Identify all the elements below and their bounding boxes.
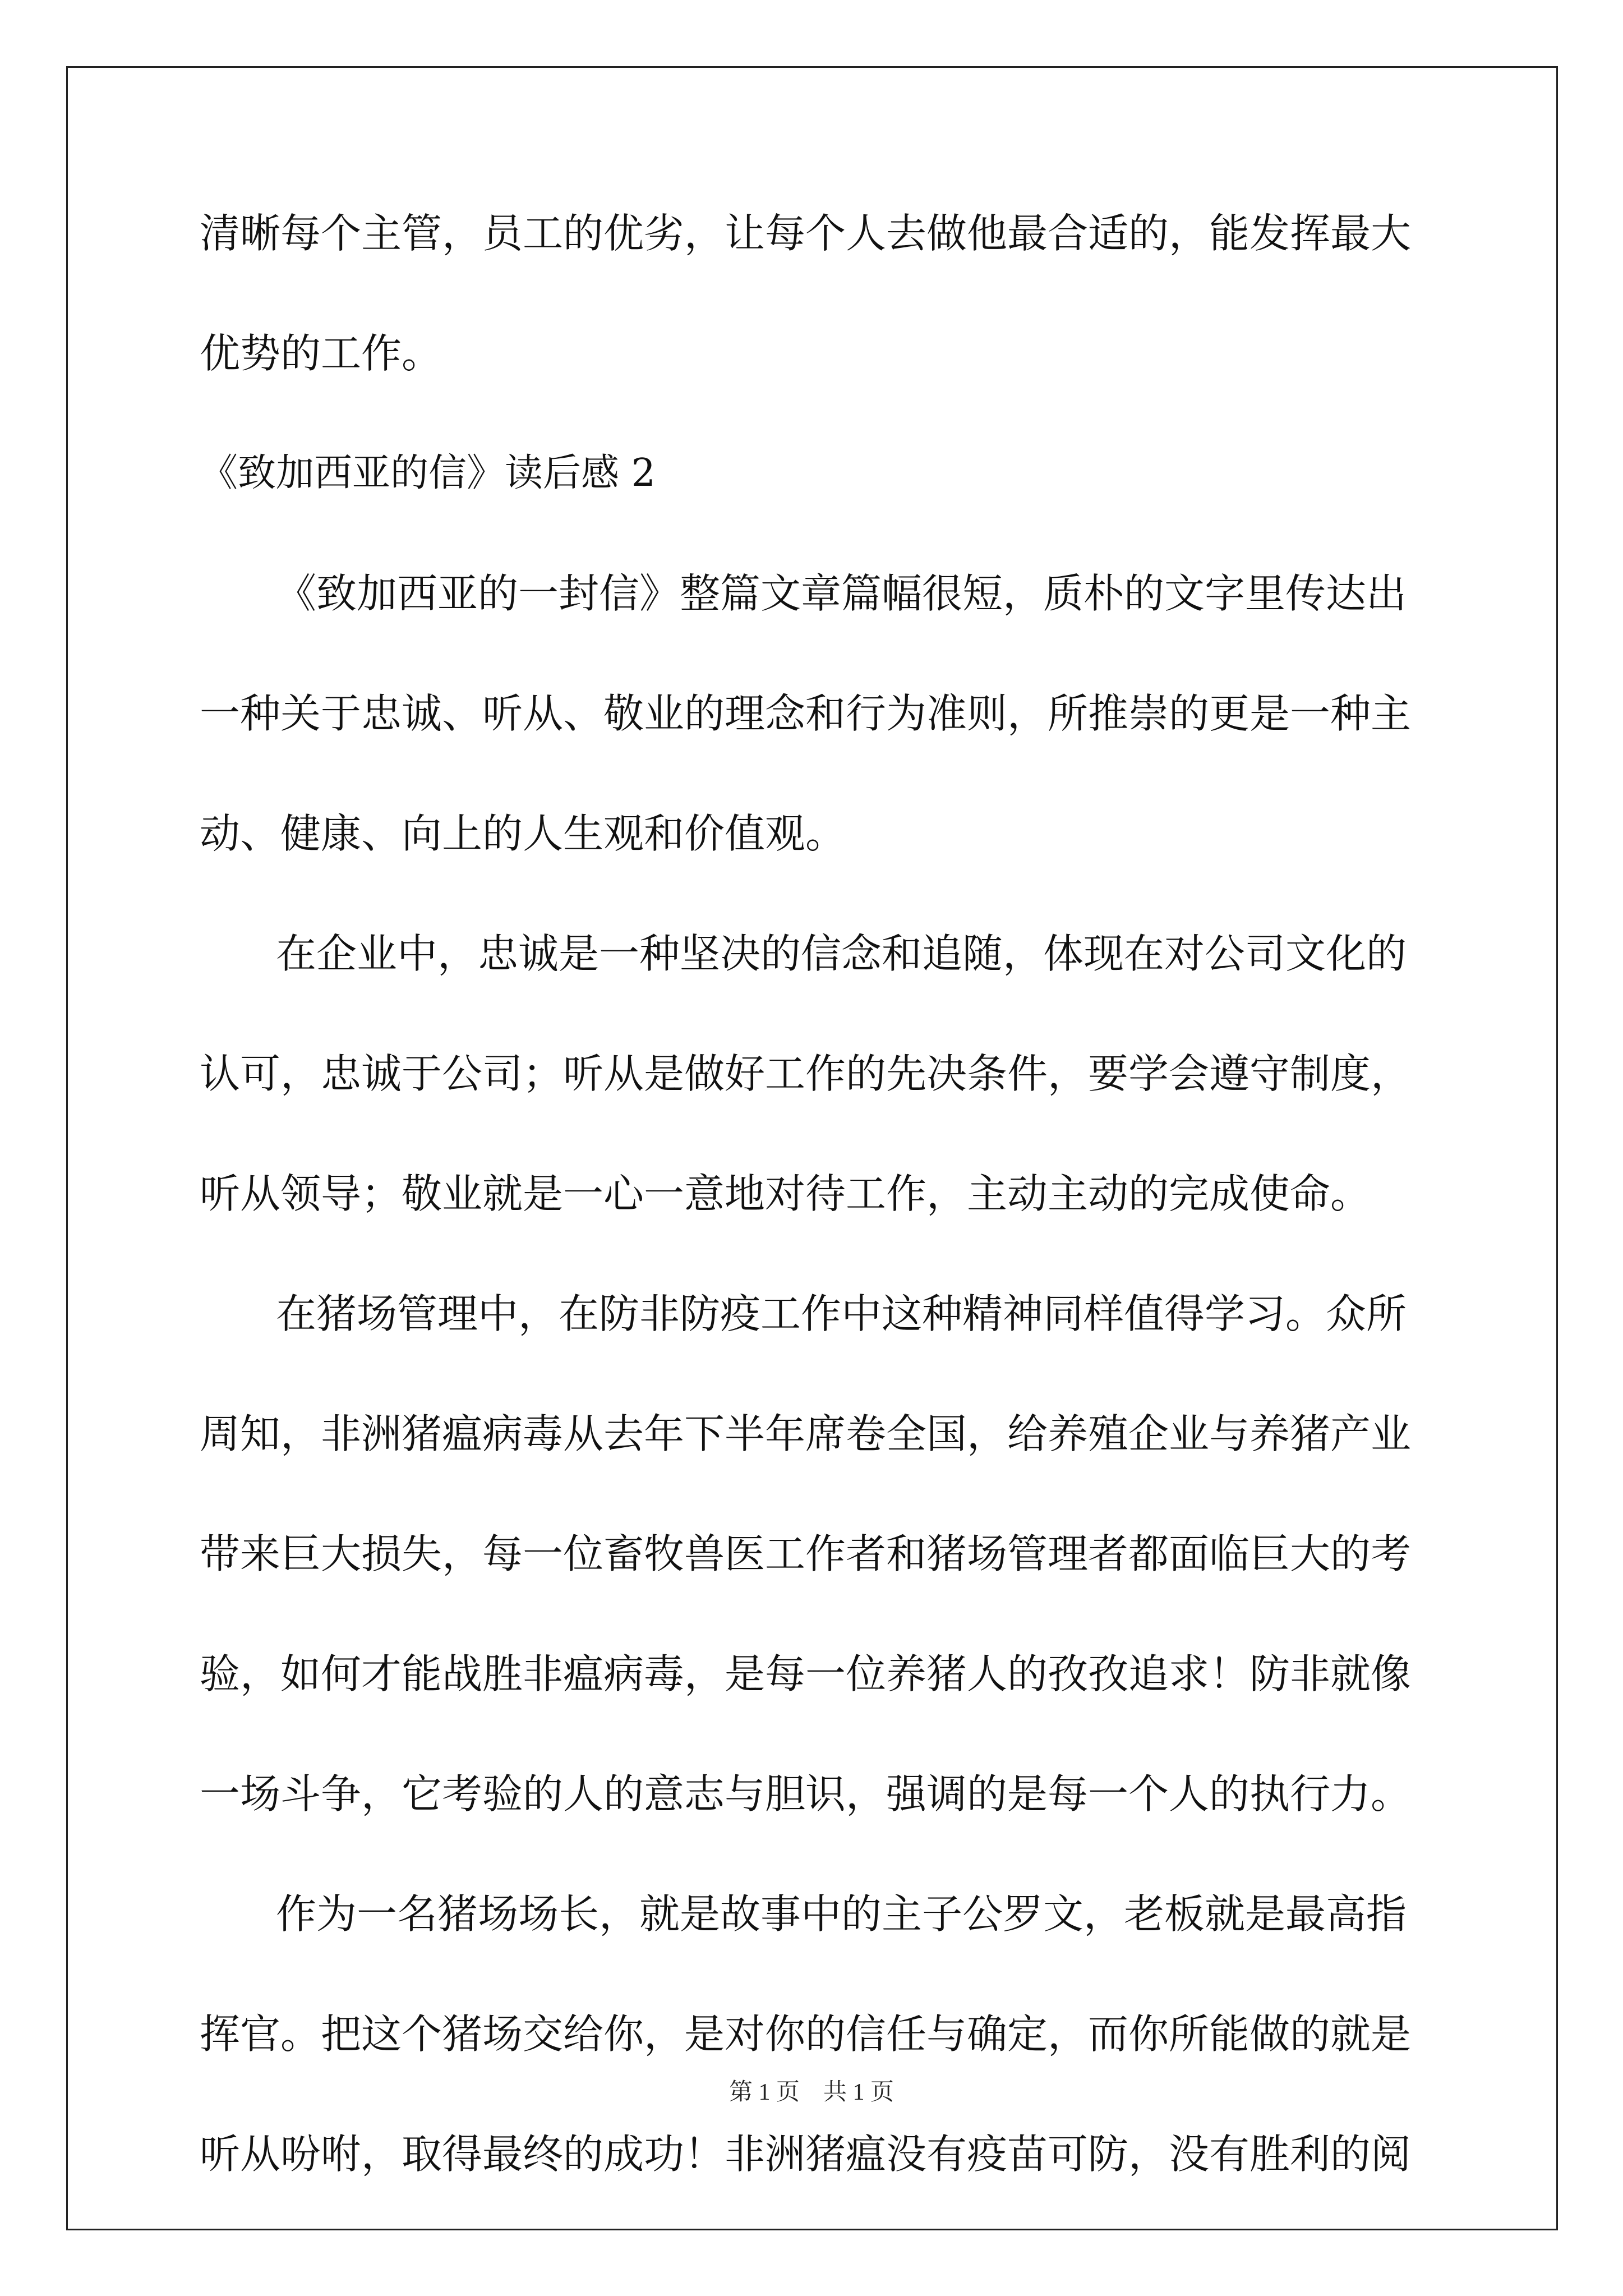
text-line-8: 认可，忠诚于公司；听从是做好工作的先决条件，要学会遵守制度， <box>200 1050 1412 1097</box>
text-line-1: 清晰每个主管，员工的优劣，让每个人去做他最合适的，能发挥最大 <box>200 210 1412 257</box>
text-line-5: 一种关于忠诚、听从、敬业的理念和行为准则，所推崇的更是一种主 <box>200 690 1412 737</box>
text-line-13: 验，如何才能战胜非瘟病毒，是每一位养猪人的孜孜追求！防非就像 <box>200 1650 1412 1697</box>
text-line-14: 一场斗争，它考验的人的意志与胆识，强调的是每一个人的执行力。 <box>200 1770 1412 1818</box>
section-heading: 《致加西亚的信》读后感 2 <box>200 451 656 495</box>
text-line-12: 带来巨大损失，每一位畜牧兽医工作者和猪场管理者都面临巨大的考 <box>200 1530 1412 1577</box>
text-line-10: 在猪场管理中，在防非防疫工作中这种精神同样值得学习。众所 <box>276 1290 1407 1337</box>
text-line-16: 挥官。把这个猪场交给你，是对你的信任与确定，而你所能做的就是 <box>200 2010 1412 2058</box>
text-line-17: 听从吩咐，取得最终的成功！非洲猪瘟没有疫苗可防，没有胜利的阅 <box>200 2131 1412 2178</box>
text-line-4: 《致加西亚的一封信》整篇文章篇幅很短，质朴的文字里传达出 <box>276 570 1407 617</box>
text-line-9: 听从领导；敬业就是一心一意地对待工作，主动主动的完成使命。 <box>200 1170 1371 1217</box>
text-line-6: 动、健康、向上的人生观和价值观。 <box>200 810 846 857</box>
text-line-7: 在企业中，忠诚是一种坚决的信念和追随，体现在对公司文化的 <box>276 930 1407 977</box>
text-line-11: 周知，非洲猪瘟病毒从去年下半年席卷全国，给养殖企业与养猪产业 <box>200 1410 1412 1457</box>
text-line-2: 优势的工作。 <box>200 330 442 377</box>
text-line-15: 作为一名猪场场长，就是故事中的主子公罗文，老板就是最高指 <box>276 1890 1407 1938</box>
page-number: 第 1 页 共 1 页 <box>728 2079 894 2105</box>
document-body <box>200 205 1422 2246</box>
